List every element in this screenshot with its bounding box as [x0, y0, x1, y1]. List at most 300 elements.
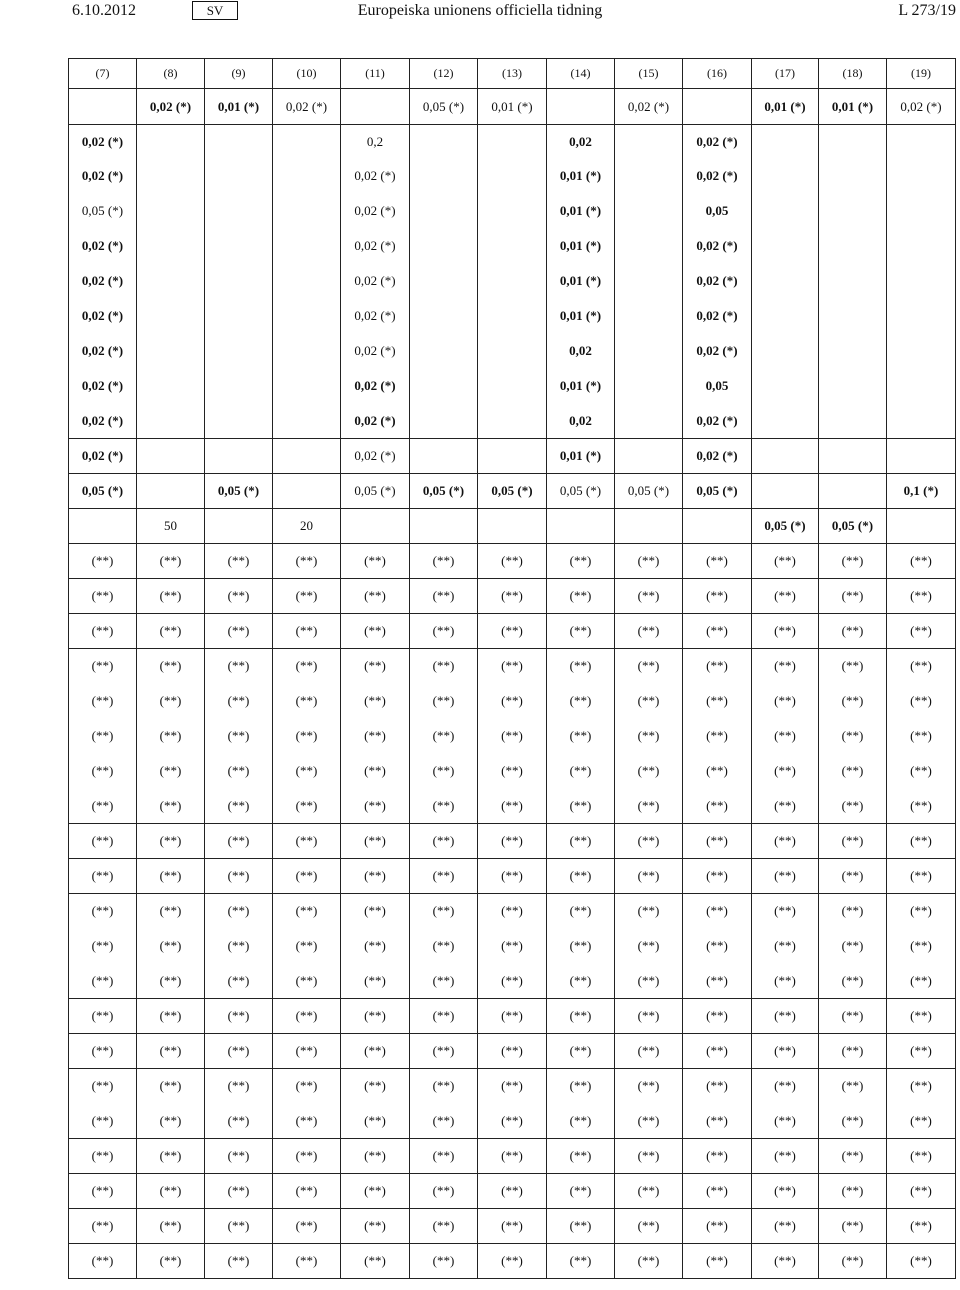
table-cell: (**) [887, 1069, 956, 1104]
table-cell: (**) [341, 824, 410, 859]
table-cell: (**) [683, 614, 752, 649]
column-header: (13) [478, 59, 547, 89]
table-cell: (**) [683, 894, 752, 929]
table-cell: (**) [137, 579, 205, 614]
table-cell [887, 369, 956, 404]
table-cell: (**) [887, 999, 956, 1034]
table-cell [137, 194, 205, 229]
table-cell: (**) [683, 929, 752, 964]
table-cell: (**) [410, 719, 478, 754]
table-row [69, 1244, 956, 1279]
table-cell: 0,02 (*) [887, 89, 956, 125]
table-cell: 0,02 (*) [615, 89, 683, 125]
table-cell: 0,05 (*) [547, 474, 615, 509]
table-cell: 0,05 (*) [819, 509, 887, 544]
table-cell: (**) [410, 1174, 478, 1209]
page-number: L 273/19 [898, 2, 956, 19]
table-cell [819, 125, 887, 159]
table-cell: (**) [615, 964, 683, 999]
table-cell: (**) [819, 544, 887, 579]
table-cell [478, 369, 547, 404]
table-cell [205, 264, 273, 299]
table-cell: (**) [752, 579, 819, 614]
table-cell: (**) [341, 649, 410, 684]
table-cell: 0,01 (*) [547, 439, 615, 474]
table-cell: (**) [137, 789, 205, 824]
table-cell: 0,02 (*) [69, 334, 137, 369]
table-cell: (**) [137, 999, 205, 1034]
table-cell: 0,02 (*) [69, 264, 137, 299]
table-cell [478, 229, 547, 264]
column-header: (7) [69, 59, 137, 89]
table-cell [137, 229, 205, 264]
table-cell: (**) [819, 1034, 887, 1069]
table-row [69, 474, 956, 509]
table-cell [137, 404, 205, 439]
table-cell: (**) [410, 1244, 478, 1279]
table-cell [615, 439, 683, 474]
table-cell: (**) [887, 1244, 956, 1279]
table-cell [887, 125, 956, 159]
table-cell: (**) [69, 684, 137, 719]
table-row [69, 229, 956, 264]
table-cell [752, 194, 819, 229]
table-cell [683, 509, 752, 544]
table-cell: (**) [615, 859, 683, 894]
table-cell [341, 89, 410, 125]
table-cell: 0,02 (*) [683, 125, 752, 159]
table-cell: (**) [69, 579, 137, 614]
table-cell: (**) [341, 719, 410, 754]
table-cell: (**) [683, 1104, 752, 1139]
table-cell [887, 159, 956, 194]
table-cell [478, 299, 547, 334]
table-cell: (**) [341, 1069, 410, 1104]
table-cell [819, 404, 887, 439]
table-cell: (**) [887, 964, 956, 999]
table-cell: (**) [683, 684, 752, 719]
table-cell: (**) [137, 1174, 205, 1209]
table-cell: (**) [273, 649, 341, 684]
table-cell [752, 264, 819, 299]
table-cell: (**) [341, 614, 410, 649]
table-cell: (**) [205, 544, 273, 579]
table-cell: (**) [69, 1209, 137, 1244]
table-cell [410, 439, 478, 474]
table-cell: (**) [819, 824, 887, 859]
table-cell: (**) [205, 999, 273, 1034]
table-cell: (**) [819, 999, 887, 1034]
table-row [69, 684, 956, 719]
table-cell: (**) [69, 1139, 137, 1174]
table-cell: (**) [341, 1104, 410, 1139]
table-cell: (**) [410, 544, 478, 579]
table-cell: (**) [137, 824, 205, 859]
table-cell [273, 404, 341, 439]
table-cell: (**) [137, 1139, 205, 1174]
table-cell: (**) [819, 1069, 887, 1104]
column-header: (11) [341, 59, 410, 89]
table-cell: 0,02 (*) [273, 89, 341, 125]
table-row [69, 754, 956, 789]
column-header: (8) [137, 59, 205, 89]
table-cell: (**) [205, 789, 273, 824]
table-cell: (**) [205, 754, 273, 789]
table-cell: (**) [615, 719, 683, 754]
table-cell: 0,01 (*) [547, 159, 615, 194]
table-cell: (**) [205, 929, 273, 964]
table-cell: 0,02 (*) [683, 299, 752, 334]
table-cell: (**) [615, 614, 683, 649]
table-cell [205, 299, 273, 334]
table-row [69, 1174, 956, 1209]
table-cell: (**) [478, 614, 547, 649]
table-cell: (**) [205, 649, 273, 684]
table-cell: (**) [547, 544, 615, 579]
table-cell [615, 404, 683, 439]
table-cell: (**) [137, 1069, 205, 1104]
table-cell: (**) [615, 649, 683, 684]
table-cell: 0,01 (*) [819, 89, 887, 125]
table-cell: (**) [752, 1209, 819, 1244]
table-cell: (**) [137, 719, 205, 754]
table-cell: (**) [478, 859, 547, 894]
table-cell: (**) [615, 1209, 683, 1244]
table-cell: (**) [273, 684, 341, 719]
table-cell: 0,02 [547, 125, 615, 159]
table-cell: (**) [273, 1104, 341, 1139]
table-cell: (**) [205, 1104, 273, 1139]
table-cell [887, 229, 956, 264]
table-cell [341, 509, 410, 544]
table-row [69, 369, 956, 404]
table-cell [478, 334, 547, 369]
table-cell [887, 404, 956, 439]
table-cell: 20 [273, 509, 341, 544]
table-cell: (**) [547, 649, 615, 684]
table-cell: (**) [819, 684, 887, 719]
table-cell: (**) [478, 1139, 547, 1174]
table-cell: (**) [887, 1104, 956, 1139]
table-cell [273, 194, 341, 229]
table-cell: (**) [478, 719, 547, 754]
table-cell: (**) [205, 1209, 273, 1244]
table-cell: (**) [752, 614, 819, 649]
table-cell: (**) [137, 894, 205, 929]
table-cell: (**) [69, 1034, 137, 1069]
table-cell [752, 404, 819, 439]
table-cell: (**) [69, 859, 137, 894]
table-cell [819, 439, 887, 474]
table-cell: (**) [547, 614, 615, 649]
table-cell: (**) [819, 1244, 887, 1279]
table-cell: 0,01 (*) [752, 89, 819, 125]
table-cell: (**) [341, 1139, 410, 1174]
table-cell: (**) [478, 1104, 547, 1139]
table-cell: 0,05 (*) [341, 474, 410, 509]
table-cell: 0,02 (*) [683, 334, 752, 369]
table-cell: 0,02 (*) [341, 194, 410, 229]
table-cell: 0,02 (*) [137, 89, 205, 125]
table-cell: (**) [341, 1034, 410, 1069]
table-cell: (**) [683, 544, 752, 579]
table-cell: 0,02 (*) [341, 404, 410, 439]
table-cell: (**) [478, 544, 547, 579]
table-cell [615, 229, 683, 264]
table-cell: (**) [273, 579, 341, 614]
table-cell: (**) [547, 999, 615, 1034]
table-cell: (**) [478, 649, 547, 684]
table-cell [273, 159, 341, 194]
table-cell: (**) [615, 579, 683, 614]
table-cell: (**) [887, 754, 956, 789]
table-cell [819, 369, 887, 404]
table-cell: (**) [69, 929, 137, 964]
table-cell: (**) [137, 1034, 205, 1069]
table-cell: 0,02 (*) [683, 229, 752, 264]
table-cell: (**) [273, 614, 341, 649]
table-cell [752, 474, 819, 509]
table-cell [273, 474, 341, 509]
table-cell: (**) [819, 894, 887, 929]
table-cell: (**) [410, 614, 478, 649]
table-cell [615, 334, 683, 369]
column-header: (15) [615, 59, 683, 89]
table-row [69, 894, 956, 929]
table-cell [615, 299, 683, 334]
table-cell: (**) [819, 1139, 887, 1174]
table-cell: (**) [615, 1139, 683, 1174]
table-row [69, 579, 956, 614]
table-cell [478, 264, 547, 299]
table-cell: 0,05 (*) [410, 474, 478, 509]
table-cell: (**) [683, 1069, 752, 1104]
table-cell: 0,01 (*) [547, 229, 615, 264]
table-cell: (**) [887, 789, 956, 824]
table-cell: (**) [683, 754, 752, 789]
table-cell: (**) [205, 1069, 273, 1104]
table-cell [615, 194, 683, 229]
table-cell: 0,05 (*) [69, 474, 137, 509]
column-header: (16) [683, 59, 752, 89]
table-row [69, 194, 956, 229]
table-row [69, 859, 956, 894]
page-header [0, 0, 960, 28]
table-cell: 0,02 (*) [69, 125, 137, 159]
table-cell [615, 509, 683, 544]
table-row [69, 614, 956, 649]
table-cell: (**) [69, 1104, 137, 1139]
table-cell: 0,05 [683, 369, 752, 404]
table-cell [205, 194, 273, 229]
table-cell: (**) [273, 999, 341, 1034]
table-cell: (**) [547, 719, 615, 754]
table-cell [478, 509, 547, 544]
table-cell: (**) [273, 1139, 341, 1174]
table-cell: (**) [478, 894, 547, 929]
table-cell: (**) [341, 684, 410, 719]
table-cell: (**) [341, 859, 410, 894]
table-cell: (**) [69, 999, 137, 1034]
table-cell: (**) [547, 579, 615, 614]
table-cell [410, 404, 478, 439]
table-cell: (**) [478, 1209, 547, 1244]
table-cell: 0,2 [341, 125, 410, 159]
table-row [69, 999, 956, 1034]
table-cell [819, 334, 887, 369]
journal-title: Europeiska unionens officiella tidning [357, 2, 603, 19]
table-cell [819, 229, 887, 264]
table-cell: (**) [410, 1069, 478, 1104]
table-row [69, 649, 956, 684]
table-cell: (**) [137, 684, 205, 719]
table-cell [615, 264, 683, 299]
column-header: (10) [273, 59, 341, 89]
column-header: (18) [819, 59, 887, 89]
table-cell: (**) [410, 1034, 478, 1069]
table-cell: (**) [887, 579, 956, 614]
table-cell: (**) [547, 789, 615, 824]
table-cell: 0,02 (*) [341, 159, 410, 194]
table-cell [69, 509, 137, 544]
table-cell: (**) [819, 614, 887, 649]
table-cell: (**) [137, 1244, 205, 1279]
table-cell: 0,02 (*) [69, 369, 137, 404]
table-row [69, 1209, 956, 1244]
table-cell [478, 159, 547, 194]
table-row [69, 789, 956, 824]
table-cell: (**) [341, 964, 410, 999]
table-cell [887, 264, 956, 299]
table-cell: (**) [205, 824, 273, 859]
table-cell: (**) [69, 894, 137, 929]
table-cell: (**) [273, 1034, 341, 1069]
table-cell: (**) [410, 1104, 478, 1139]
table-row [69, 719, 956, 754]
table-cell: (**) [887, 929, 956, 964]
table-cell: (**) [752, 684, 819, 719]
table-cell: (**) [752, 1034, 819, 1069]
table-cell [887, 194, 956, 229]
table-row [69, 964, 956, 999]
table-cell: (**) [819, 789, 887, 824]
table-cell: (**) [752, 1174, 819, 1209]
table-cell: 0,02 (*) [69, 439, 137, 474]
table-cell: (**) [615, 1034, 683, 1069]
table-cell [273, 264, 341, 299]
table-cell: (**) [547, 1244, 615, 1279]
table-cell: 0,05 (*) [683, 474, 752, 509]
table-cell: (**) [205, 1244, 273, 1279]
table-cell [410, 369, 478, 404]
table-cell: (**) [69, 1244, 137, 1279]
table-cell: (**) [205, 1139, 273, 1174]
column-header: (9) [205, 59, 273, 89]
table-cell: (**) [341, 754, 410, 789]
table-cell: (**) [478, 999, 547, 1034]
table-cell: (**) [683, 999, 752, 1034]
table-cell [819, 159, 887, 194]
table-cell: (**) [273, 824, 341, 859]
table-cell: (**) [69, 964, 137, 999]
table-cell: (**) [205, 579, 273, 614]
table-cell: (**) [410, 789, 478, 824]
table-cell: (**) [273, 894, 341, 929]
table-cell: (**) [547, 1104, 615, 1139]
table-cell: (**) [137, 1104, 205, 1139]
table-cell: (**) [887, 544, 956, 579]
table-cell: (**) [410, 859, 478, 894]
table-cell: (**) [819, 929, 887, 964]
table-cell: (**) [547, 684, 615, 719]
table-cell [887, 299, 956, 334]
table-row [69, 264, 956, 299]
table-cell [752, 229, 819, 264]
table-cell: (**) [205, 614, 273, 649]
table-cell [273, 299, 341, 334]
table-cell [205, 125, 273, 159]
table-cell: (**) [819, 719, 887, 754]
table-cell: 0,02 (*) [341, 334, 410, 369]
table-cell [137, 369, 205, 404]
table-cell [205, 369, 273, 404]
table-cell: (**) [478, 964, 547, 999]
table-cell [410, 264, 478, 299]
table-cell: (**) [547, 929, 615, 964]
table-cell: (**) [819, 964, 887, 999]
table-cell: (**) [205, 859, 273, 894]
table-cell: 0,02 (*) [69, 299, 137, 334]
table-cell: (**) [341, 544, 410, 579]
table-cell [137, 299, 205, 334]
table-cell: (**) [819, 649, 887, 684]
table-cell: (**) [683, 1244, 752, 1279]
table-cell: (**) [137, 859, 205, 894]
table-cell: 0,02 (*) [341, 264, 410, 299]
table-cell [410, 159, 478, 194]
table-cell [478, 404, 547, 439]
table-cell [410, 509, 478, 544]
table-cell: (**) [887, 824, 956, 859]
table-cell: (**) [752, 1139, 819, 1174]
table-cell: 0,02 (*) [341, 439, 410, 474]
table-cell: (**) [887, 1139, 956, 1174]
column-header: (19) [887, 59, 956, 89]
table-cell: 0,01 (*) [547, 264, 615, 299]
table-cell: (**) [615, 544, 683, 579]
table-cell: (**) [137, 754, 205, 789]
table-cell: (**) [478, 754, 547, 789]
table-cell: (**) [752, 859, 819, 894]
table-cell: (**) [683, 719, 752, 754]
table-row [69, 929, 956, 964]
table-cell [205, 404, 273, 439]
table-cell: (**) [341, 929, 410, 964]
table-cell [273, 439, 341, 474]
table-cell [205, 439, 273, 474]
table-cell: (**) [410, 999, 478, 1034]
table-cell: (**) [341, 579, 410, 614]
column-header-row [69, 59, 956, 89]
table-cell: (**) [205, 1174, 273, 1209]
table-cell: 0,1 (*) [887, 474, 956, 509]
table-row [69, 1139, 956, 1174]
table-cell: (**) [478, 1069, 547, 1104]
table-cell [273, 229, 341, 264]
table-cell: (**) [69, 614, 137, 649]
table-cell: 0,01 (*) [547, 194, 615, 229]
table-row [69, 1034, 956, 1069]
